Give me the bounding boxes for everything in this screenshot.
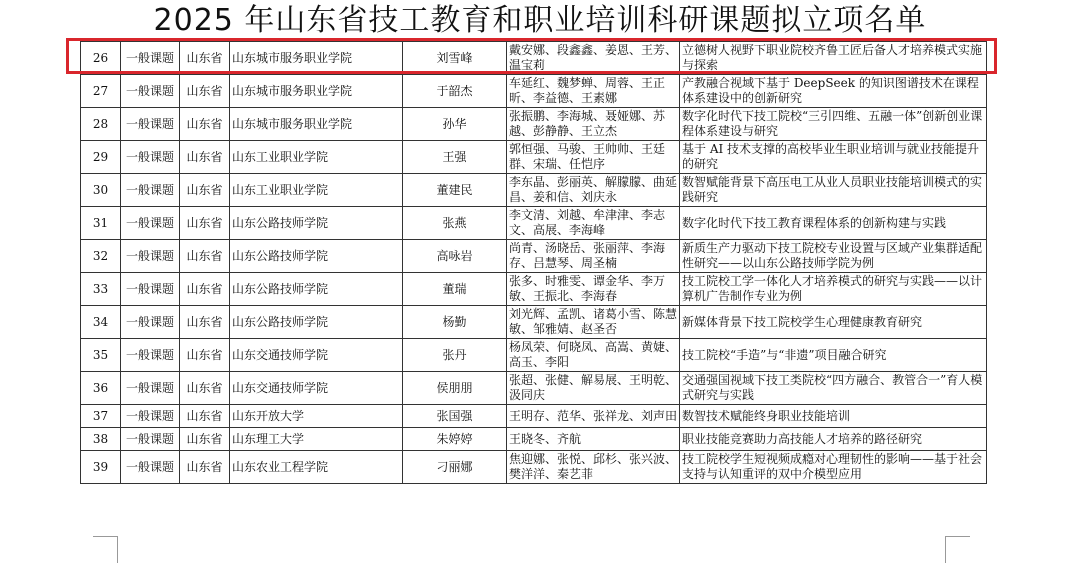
table-row <box>81 174 987 207</box>
project-topic-cell: 立德树人视野下职业院校齐鲁工匠后备人才培养模式实施与探索 <box>680 42 987 75</box>
table-row <box>81 306 987 339</box>
applicant-unit-cell: 山东公路技师学院 <box>230 306 403 339</box>
project-topic-cell: 职业技能竞赛助力高技能人才培养的路径研究 <box>680 428 987 451</box>
applicant-unit-cell: 山东公路技师学院 <box>230 240 403 273</box>
project-topic-cell: 新质生产力驱动下技工院校专业设置与区域产业集群适配性研究——以山东公路技师学院为例 <box>680 240 987 273</box>
project-topic-cell: 技工院校“手造”与“非遗”项目融合研究 <box>680 339 987 372</box>
applicant-unit-cell: 山东公路技师学院 <box>230 207 403 240</box>
row-number-cell: 30 <box>81 174 121 207</box>
applicant-unit-cell: 山东公路技师学院 <box>230 273 403 306</box>
project-members-cell: 王晓冬、齐航 <box>507 428 680 451</box>
table-row <box>81 405 987 428</box>
province-cell: 山东省 <box>180 42 230 75</box>
row-number-cell: 26 <box>81 42 121 75</box>
province-cell: 山东省 <box>180 240 230 273</box>
project-topic-cell: 数字化时代下技工教育课程体系的创新构建与实践 <box>680 207 987 240</box>
project-members-cell: 戴安娜、段鑫鑫、姜恩、王芳、温宝莉 <box>507 42 680 75</box>
row-number-cell: 37 <box>81 405 121 428</box>
applicant-unit-cell: 山东开放大学 <box>230 405 403 428</box>
project-leader-cell: 王强 <box>403 141 507 174</box>
table-row <box>81 75 987 108</box>
project-topic-cell: 交通强国视域下技工类院校“四方融合、教管合一”育人模式研究与实践 <box>680 372 987 405</box>
project-type-cell: 一般课题 <box>121 141 180 174</box>
applicant-unit-cell: 山东农业工程学院 <box>230 451 403 484</box>
province-cell: 山东省 <box>180 339 230 372</box>
project-leader-cell: 杨勤 <box>403 306 507 339</box>
project-type-cell: 一般课题 <box>121 405 180 428</box>
row-number-cell: 33 <box>81 273 121 306</box>
applicant-unit-cell: 山东城市服务职业学院 <box>230 108 403 141</box>
project-members-cell: 郭恒强、马骏、王帅帅、王廷群、宋瑞、任恺序 <box>507 141 680 174</box>
project-type-cell: 一般课题 <box>121 75 180 108</box>
project-leader-cell: 刁丽娜 <box>403 451 507 484</box>
project-type-cell: 一般课题 <box>121 240 180 273</box>
table-row <box>81 141 987 174</box>
applicant-unit-cell: 山东交通技师学院 <box>230 372 403 405</box>
province-cell: 山东省 <box>180 405 230 428</box>
project-leader-cell: 董瑞 <box>403 273 507 306</box>
row-number-cell: 35 <box>81 339 121 372</box>
project-members-cell: 李文清、刘越、牟津津、李志文、高展、李海峰 <box>507 207 680 240</box>
table-row <box>81 428 987 451</box>
page-title: 2025 年山东省技工教育和职业培训科研课题拟立项名单 <box>153 3 927 38</box>
project-members-cell: 张多、时雅雯、谭金华、李万敏、王振北、李海春 <box>507 273 680 306</box>
project-topic-cell: 数智技术赋能终身职业技能培训 <box>680 405 987 428</box>
table-row <box>81 240 987 273</box>
project-members-cell: 李东晶、彭丽英、解朦朦、曲延昌、姜和信、刘庆永 <box>507 174 680 207</box>
page-corner-mark-left <box>93 536 118 563</box>
table-row <box>81 451 987 484</box>
project-type-cell: 一般课题 <box>121 451 180 484</box>
project-members-cell: 刘光辉、孟凯、诸葛小雪、陈慧敏、邹雅婧、赵圣否 <box>507 306 680 339</box>
project-type-cell: 一般课题 <box>121 207 180 240</box>
province-cell: 山东省 <box>180 451 230 484</box>
row-number-cell: 34 <box>81 306 121 339</box>
project-topic-cell: 产教融合视域下基于 DeepSeek 的知识图谱技术在课程体系建设中的创新研究 <box>680 75 987 108</box>
project-type-cell: 一般课题 <box>121 42 180 75</box>
province-cell: 山东省 <box>180 207 230 240</box>
project-members-cell: 王明存、范华、张祥龙、刘声田 <box>507 405 680 428</box>
province-cell: 山东省 <box>180 108 230 141</box>
project-leader-cell: 张燕 <box>403 207 507 240</box>
project-leader-cell: 朱婷婷 <box>403 428 507 451</box>
project-leader-cell: 孙华 <box>403 108 507 141</box>
applicant-unit-cell: 山东城市服务职业学院 <box>230 75 403 108</box>
province-cell: 山东省 <box>180 372 230 405</box>
project-type-cell: 一般课题 <box>121 273 180 306</box>
row-number-cell: 28 <box>81 108 121 141</box>
project-topic-cell: 数智赋能背景下高压电工从业人员职业技能培训模式的实践研究 <box>680 174 987 207</box>
project-topic-cell: 技工院校工学一体化人才培养模式的研究与实践——以计算机广告制作专业为例 <box>680 273 987 306</box>
project-members-cell: 张振鹏、李海城、聂娅娜、苏越、彭静静、王立杰 <box>507 108 680 141</box>
project-members-cell: 张超、张健、解易展、王明乾、汲同庆 <box>507 372 680 405</box>
project-type-cell: 一般课题 <box>121 108 180 141</box>
province-cell: 山东省 <box>180 273 230 306</box>
row-number-cell: 38 <box>81 428 121 451</box>
table-row <box>81 207 987 240</box>
province-cell: 山东省 <box>180 141 230 174</box>
table-row <box>81 108 987 141</box>
row-number-cell: 29 <box>81 141 121 174</box>
province-cell: 山东省 <box>180 174 230 207</box>
applicant-unit-cell: 山东城市服务职业学院 <box>230 42 403 75</box>
project-topic-cell: 数字化时代下技工院校“三引四维、五融一体”创新创业课程体系建设与研究 <box>680 108 987 141</box>
row-number-cell: 27 <box>81 75 121 108</box>
table-row <box>81 273 987 306</box>
project-leader-cell: 侯朋朋 <box>403 372 507 405</box>
project-leader-cell: 刘雪峰 <box>403 42 507 75</box>
project-topic-cell: 技工院校学生短视频成瘾对心理韧性的影响——基于社会支持与认知重评的双中介模型应用 <box>680 451 987 484</box>
project-leader-cell: 张国强 <box>403 405 507 428</box>
table-row <box>81 339 987 372</box>
applicant-unit-cell: 山东工业职业学院 <box>230 141 403 174</box>
project-members-cell: 车延红、魏梦蝉、周蓉、王正昕、李益德、王素娜 <box>507 75 680 108</box>
project-type-cell: 一般课题 <box>121 372 180 405</box>
row-number-cell: 36 <box>81 372 121 405</box>
project-members-cell: 杨凤荣、何晓凤、高嵩、黄婕、高玉、李阳 <box>507 339 680 372</box>
project-type-cell: 一般课题 <box>121 174 180 207</box>
province-cell: 山东省 <box>180 75 230 108</box>
province-cell: 山东省 <box>180 306 230 339</box>
province-cell: 山东省 <box>180 428 230 451</box>
project-leader-cell: 董建民 <box>403 174 507 207</box>
project-members-cell: 尚青、汤晓岳、张丽萍、李海存、吕慧琴、周圣楠 <box>507 240 680 273</box>
row-number-cell: 32 <box>81 240 121 273</box>
project-topic-cell: 新媒体背景下技工院校学生心理健康教育研究 <box>680 306 987 339</box>
project-members-cell: 焦迎娜、张悦、邱杉、张兴波、樊洋洋、秦艺菲 <box>507 451 680 484</box>
project-leader-cell: 高咏岩 <box>403 240 507 273</box>
applicant-unit-cell: 山东理工大学 <box>230 428 403 451</box>
applicant-unit-cell: 山东交通技师学院 <box>230 339 403 372</box>
project-type-cell: 一般课题 <box>121 339 180 372</box>
project-topic-cell: 基于 AI 技术支撑的高校毕业生职业培训与就业技能提升的研究 <box>680 141 987 174</box>
project-leader-cell: 于韶杰 <box>403 75 507 108</box>
page-corner-mark-right <box>945 536 970 563</box>
row-number-cell: 39 <box>81 451 121 484</box>
applicant-unit-cell: 山东工业职业学院 <box>230 174 403 207</box>
table-row <box>81 372 987 405</box>
project-table <box>80 41 987 484</box>
table-row <box>81 42 987 75</box>
project-type-cell: 一般课题 <box>121 306 180 339</box>
row-number-cell: 31 <box>81 207 121 240</box>
project-leader-cell: 张丹 <box>403 339 507 372</box>
project-type-cell: 一般课题 <box>121 428 180 451</box>
